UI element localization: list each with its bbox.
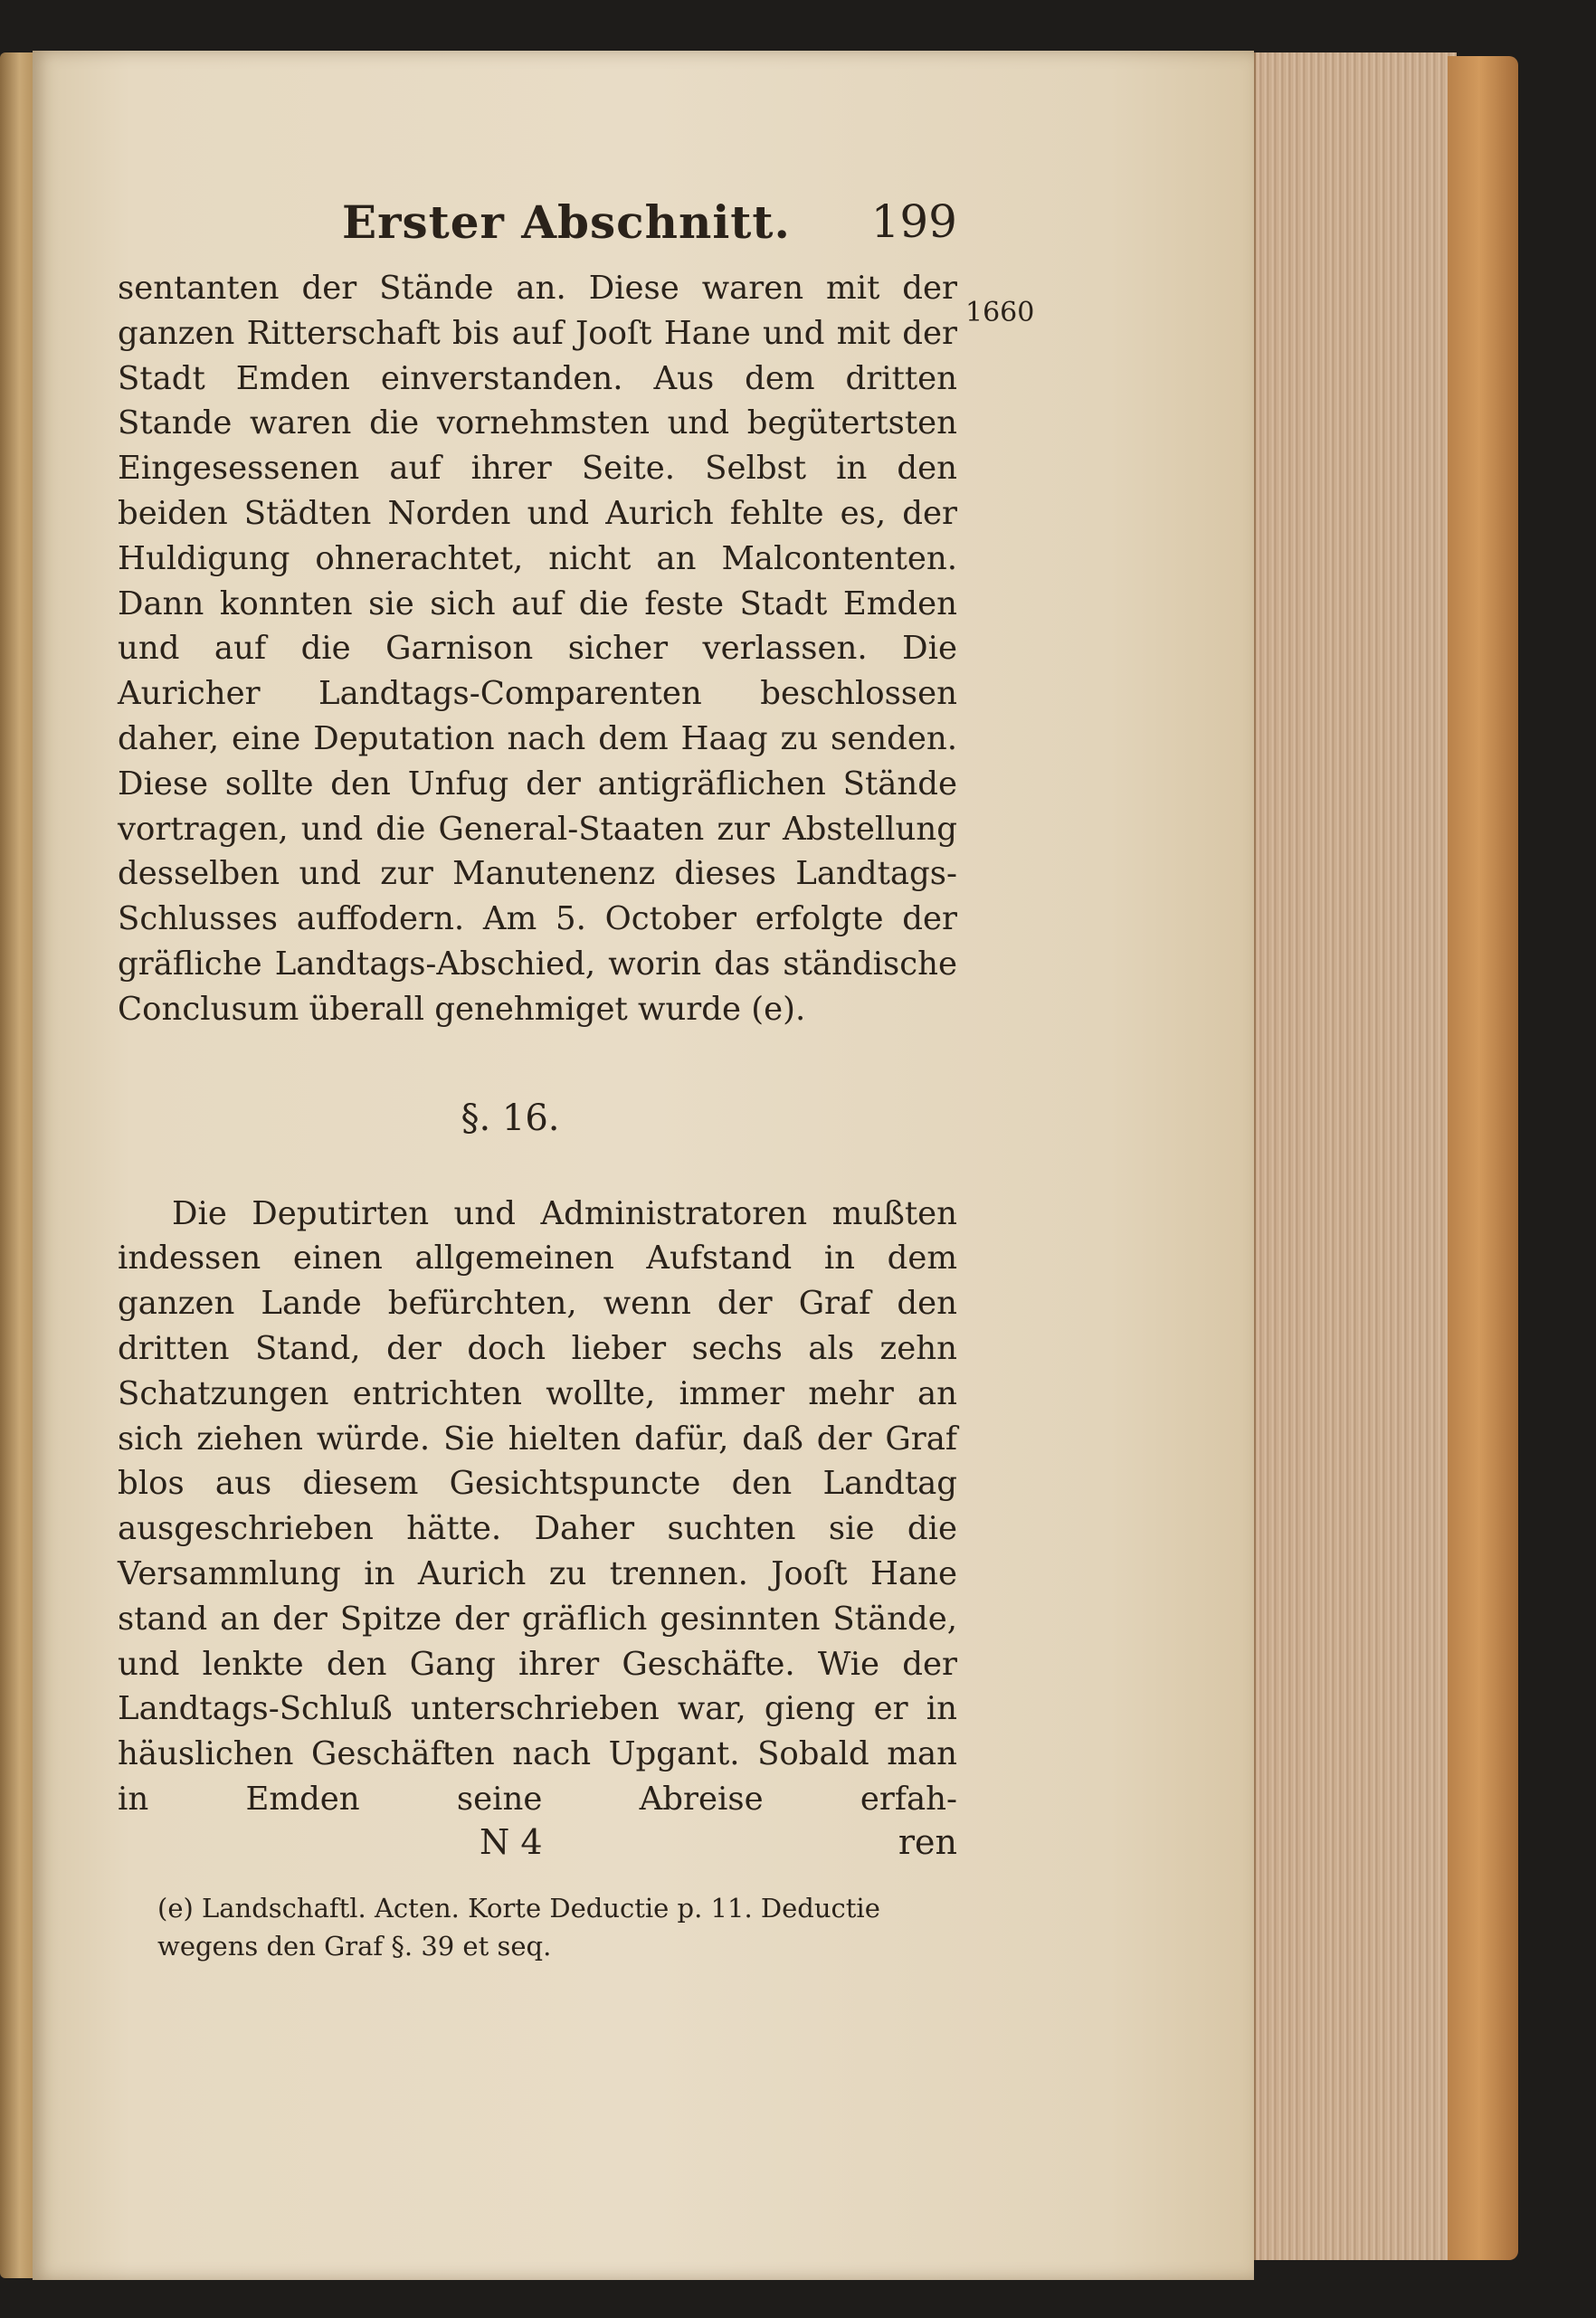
- previous-page-edge: [0, 52, 33, 2278]
- book-cover-edge: [1448, 56, 1518, 2260]
- paragraph-2: Die Deputirten und Administratoren mußten indessen einen allgemeinen Aufstand in dem ganzen Lande befürchten, wenn der Graf den dritten Stand, der doch lieber sechs als zehn Schatzungen entrichten wollte, immer mehr an sich ziehen würde. Sie hielten dafür, daß der Graf blos aus diesem Gesichtspuncte den Landtag ausgeschrieben hätte. Daher suchten sie die Versammlung in Aurich zu trennen. Jooſt Hane stand an der Spitze der gräflich gesinnten Stände, und lenkte den Gang ihrer Geschäfte. Wie der Landtags-Schluß unterschrieben war, gieng er in häuslichen Geschäften nach Upgant. Sobald man in Emden seine Abreise erfah-: [118, 1194, 957, 1818]
- running-head-title: Erster Abschnitt.: [342, 195, 791, 249]
- catchword: ren: [898, 1821, 957, 1862]
- paragraph-1: sentanten der Stände an. Diese waren mit der ganzen Ritterschaft bis auf Jooſt Hane und mit der Stadt Emden einverstanden. Aus dem dritten Stande waren die vornehmsten und begütertsten Eingesessenen auf ihrer Seite. Selbst in den beiden Städten Norden und Aurich fehlte es, der Huldigung ohnerachtet, nicht an Malcontenten. Dann konnten sie sich auf die feste Stadt Emden und auf die Garnison sicher verlassen. Die Auricher Landtags-Comparenten beschlossen daher, eine Deputation nach dem Haag zu senden. Diese sollte den Unfug der antigräflichen Stände vortragen, und die General-Staaten zur Abstellung desselben und zur Manutenenz dieses Landtags-Schlusses auffodern. Am 5. October erfolgte der gräfliche Landtags-Abschied, worin das ständische Conclusum überall genehmiget wurde (e).: [118, 270, 957, 1028]
- margin-year: 1660: [965, 297, 1035, 328]
- running-head: [118, 195, 957, 266]
- page-fore-edge: [1254, 52, 1457, 2260]
- page-number: 199: [870, 195, 957, 248]
- section-number: §. 16.: [461, 1097, 560, 1139]
- footnote: (e) Landschaftl. Acten. Korte Deductie p. 11. Deductie wegens den Graf §. 39 et seq.: [157, 1892, 880, 1962]
- signature-row: [118, 1822, 957, 1871]
- page-text-block: [118, 195, 1035, 1965]
- signature-mark: N 4: [480, 1821, 543, 1862]
